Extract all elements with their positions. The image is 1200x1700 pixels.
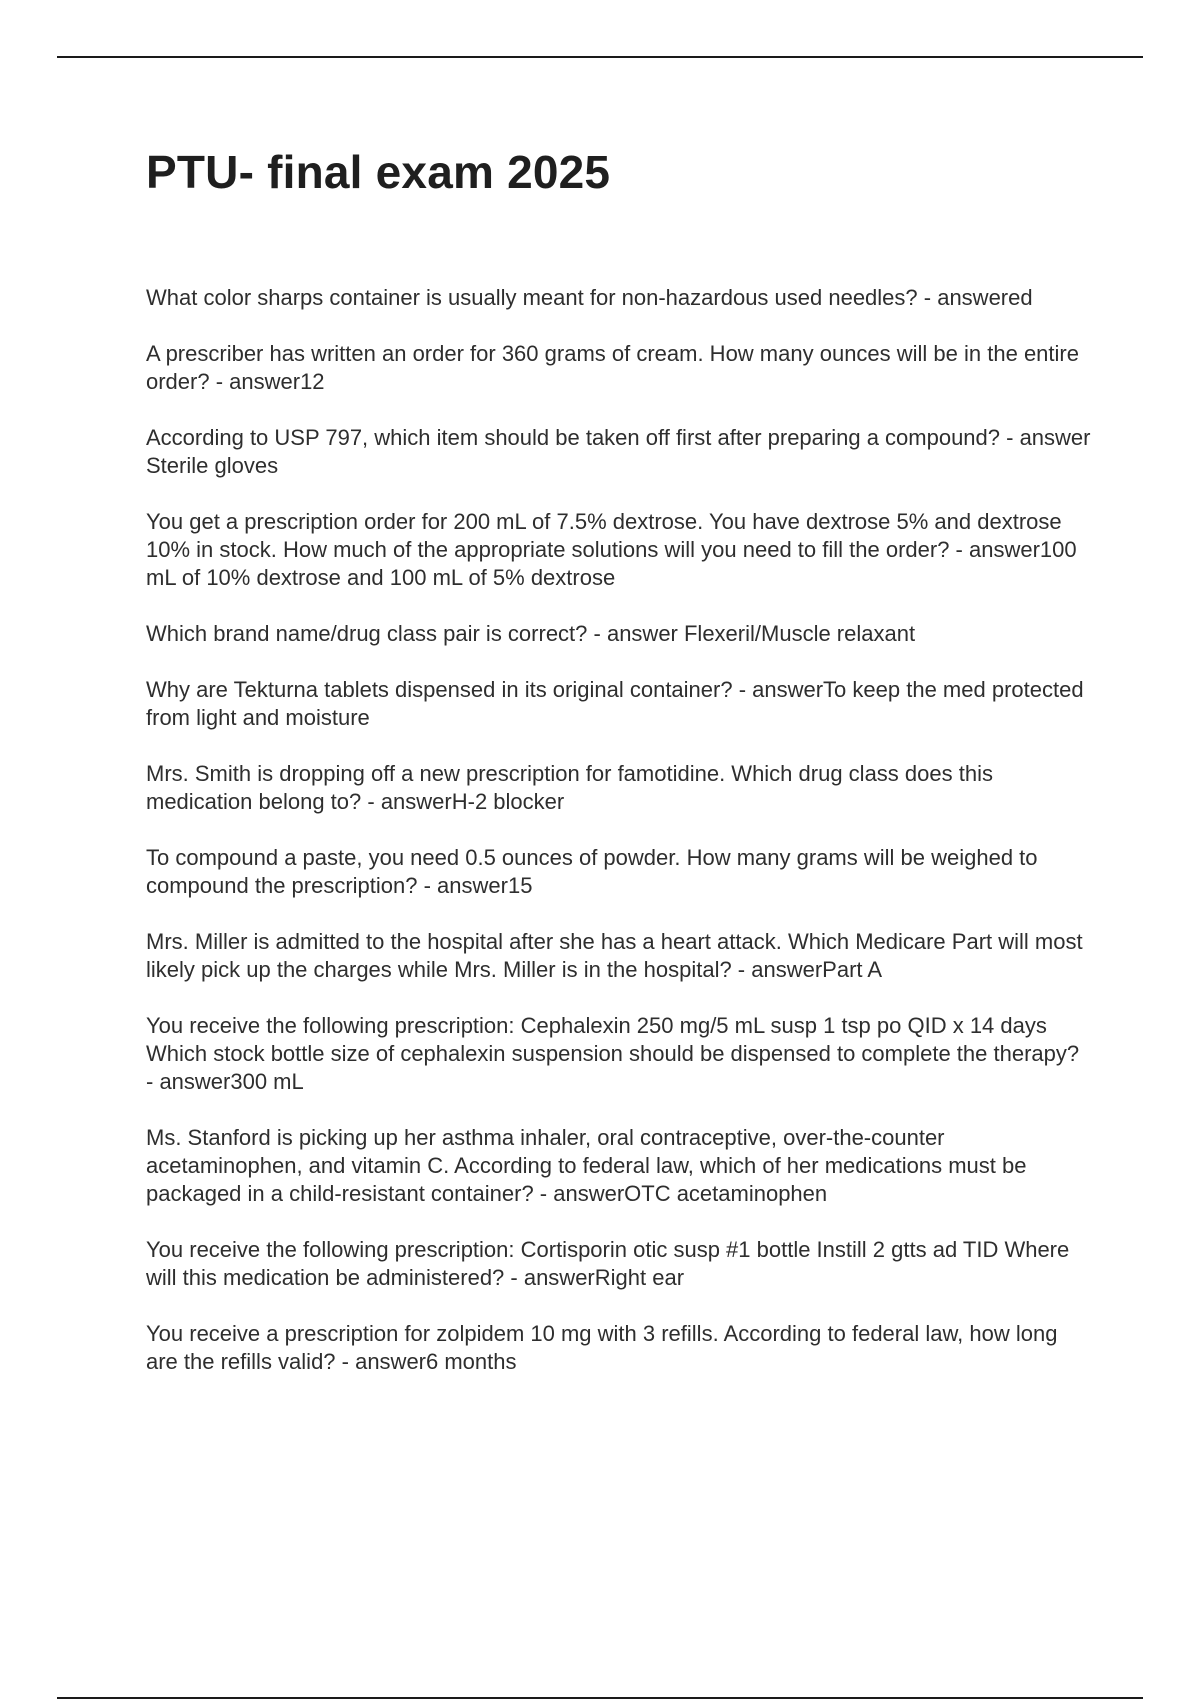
question-list [146, 284, 1091, 1404]
question-item-13: You receive a prescription for zolpidem 10 mg with 3 refills. According to federal law, how long are the refills valid? - answer6 months [146, 1321, 1058, 1374]
question-item-3: According to USP 797, which item should be taken off first after preparing a compound? - answer Sterile gloves [146, 425, 1091, 478]
question-item-2: A prescriber has written an order for 360 grams of cream. How many ounces will be in the entire order? - answer12 [146, 341, 1079, 394]
top-rule [57, 56, 1143, 58]
question-item-11: Ms. Stanford is picking up her asthma inhaler, oral contraceptive, over-the-counter acetaminophen, and vitamin C. According to federal law, which of her medications must be packaged in a child-resistant container? - answerOTC acetaminophen [146, 1125, 1027, 1206]
question-item-4: You get a prescription order for 200 mL of 7.5% dextrose. You have dextrose 5% and dextrose 10% in stock. How much of the appropriate solutions will you need to fill the order? - answer100 mL of 10% dextrose and 100 mL of 5% dextrose [146, 509, 1077, 590]
bottom-rule [57, 1697, 1143, 1699]
question-item-10: You receive the following prescription: Cephalexin 250 mg/5 mL susp 1 tsp po QID x 14 days Which stock bottle size of cephalexin suspension should be dispensed to complete the therapy? - answer300 mL [146, 1013, 1080, 1094]
question-item-5: Which brand name/drug class pair is correct? - answer Flexeril/Muscle relaxant [146, 621, 916, 646]
question-item-9: Mrs. Miller is admitted to the hospital after she has a heart attack. Which Medicare Part will most likely pick up the charges while Mrs. Miller is in the hospital? - answerPart A [146, 929, 1083, 982]
question-item-8: To compound a paste, you need 0.5 ounces of powder. How many grams will be weighed to compound the prescription? - answer15 [146, 845, 1038, 898]
question-item-1: What color sharps container is usually meant for non-hazardous used needles? - answered [146, 285, 1033, 310]
question-item-7: Mrs. Smith is dropping off a new prescription for famotidine. Which drug class does this medication belong to? - answerH-2 blocker [146, 761, 993, 814]
question-item-6: Why are Tekturna tablets dispensed in its original container? - answerTo keep the med protected from light and moisture [146, 677, 1084, 730]
question-item-12: You receive the following prescription: Cortisporin otic susp #1 bottle Instill 2 gtts ad TID Where will this medication be administered? - answerRight ear [146, 1237, 1070, 1290]
page-title: PTU- final exam 2025 [146, 146, 611, 198]
